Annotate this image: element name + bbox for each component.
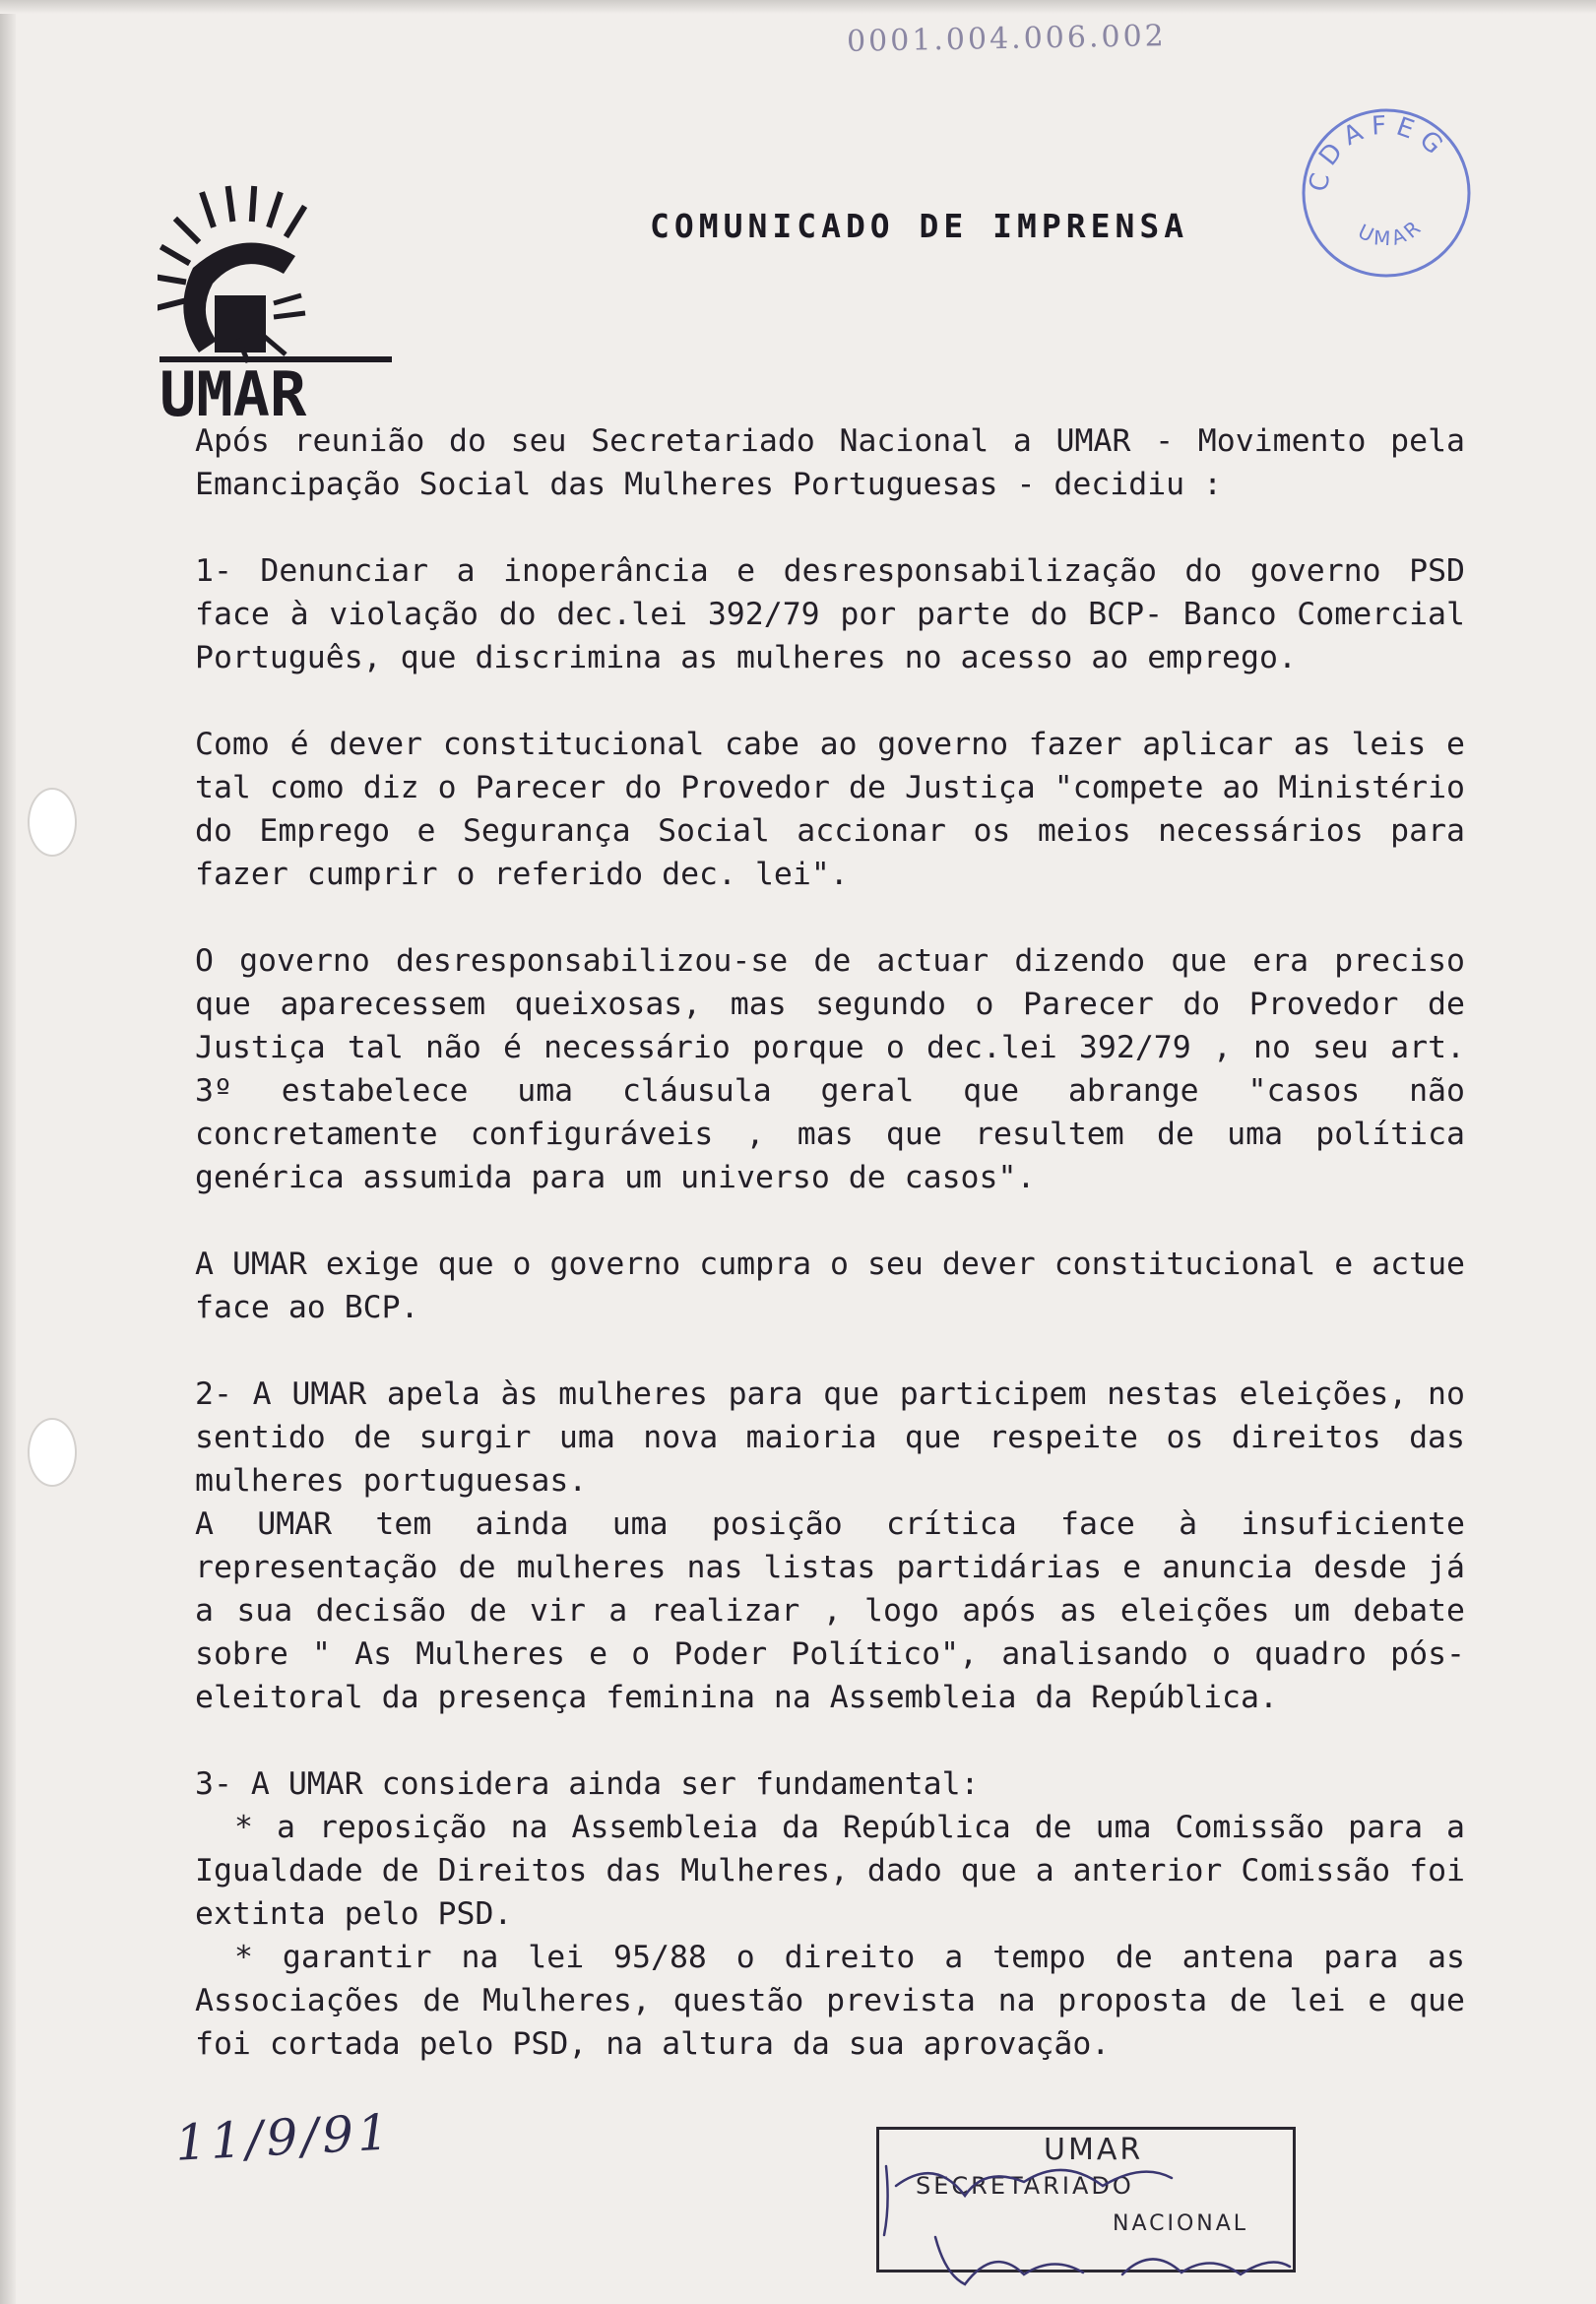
point-2-paragraph: 2- A UMAR apela às mulheres para que participem nestas eleições, no sentido de surgir uma nova maioria que respeite os direitos das mulheres portuguesas. [195,1376,1465,1499]
umar-logo [158,185,394,421]
scan-top-shadow [0,0,1596,14]
intro-paragraph: Após reunião do seu Secretariado Nacional a UMAR - Movimento pela Emancipação Social das Mulheres Portuguesas - decidiu : [195,423,1465,502]
point-3-heading: 3- A UMAR considera ainda ser fundamental: [195,1766,980,1802]
logo-wordmark: UMAR [160,358,307,421]
demand-paragraph: A UMAR exige que o governo cumpra o seu dever constitucional e actue face ao BCP. [195,1247,1465,1325]
point-3-item-1: * a reposição na Assembleia da República de uma Comissão para a Igualdade de Direitos das Mulheres, dado que a anterior Comissão foi extinta pelo PSD. [195,1810,1465,1932]
scan-edge-shadow [0,0,16,2304]
government-inaction-paragraph: O governo desresponsabilizou-se de actuar dizendo que era preciso que aparecessem queixosas, mas segundo o Parecer do Provedor de Justiça tal não é necessário porque o dec.lei 392/79 , no seu art. 3º estabelece uma cláusula geral que abrange "casos não concretamente configuráveis , mas que resultem de uma política genérica assumida para um universo de casos". [195,943,1465,1195]
handwritten-signature [876,2127,1300,2296]
signature-stamp-line-2: SECRETARIADO [916,2172,1134,2200]
signature-stamp-line-1: UMAR [1044,2133,1144,2167]
punch-hole-top [28,788,77,857]
constitutional-duty-paragraph: Como é dever constitucional cabe ao governo fazer aplicar as leis e tal como diz o Parecer do Provedor de Justiça "compete ao Ministério do Emprego e Segurança Social accionar os meios necessários para fazer cumprir o referido dec. lei". [195,727,1465,892]
point-1-paragraph: 1- Denunciar a inoperância e desresponsabilização do governo PSD face à violação do dec.lei 392/79 por parte do BCP- Banco Comercial Português, que discrimina as mulheres no acesso ao emprego. [195,553,1465,675]
signature-stamp [876,2127,1300,2296]
archive-stamp [1298,104,1475,282]
page-title: COMUNICADO DE IMPRENSA [650,207,1189,245]
stamp-top-text: CDAFEG [1304,110,1454,195]
stamp-bottom-text: UMAR [1354,213,1429,251]
handwritten-date: 11/9/91 [173,2103,395,2172]
critical-position-paragraph: A UMAR tem ainda uma posição crítica face à insuficiente representação de mulheres nas listas partidárias e anuncia desde já a sua decisão de vir a realizar , logo após as eleições um debate sobre " As Mulheres e o Poder Político", analisando o quadro pós-eleitoral da presença feminina na Assembleia da República. [195,1506,1465,1715]
signature-stamp-line-3: NACIONAL [1113,2211,1249,2236]
press-release-body [195,419,1465,2066]
archive-code: 0001.004.006.002 [846,19,1168,59]
point-3-item-2: * garantir na lei 95/88 o direito a tempo de antena para as Associações de Mulheres, questão prevista na proposta de lei e que foi cortada pelo PSD, na altura da sua aprovação. [195,1940,1465,2062]
svg-text:UMAR [1355,214,1429,250]
punch-hole-bottom [28,1418,77,1487]
